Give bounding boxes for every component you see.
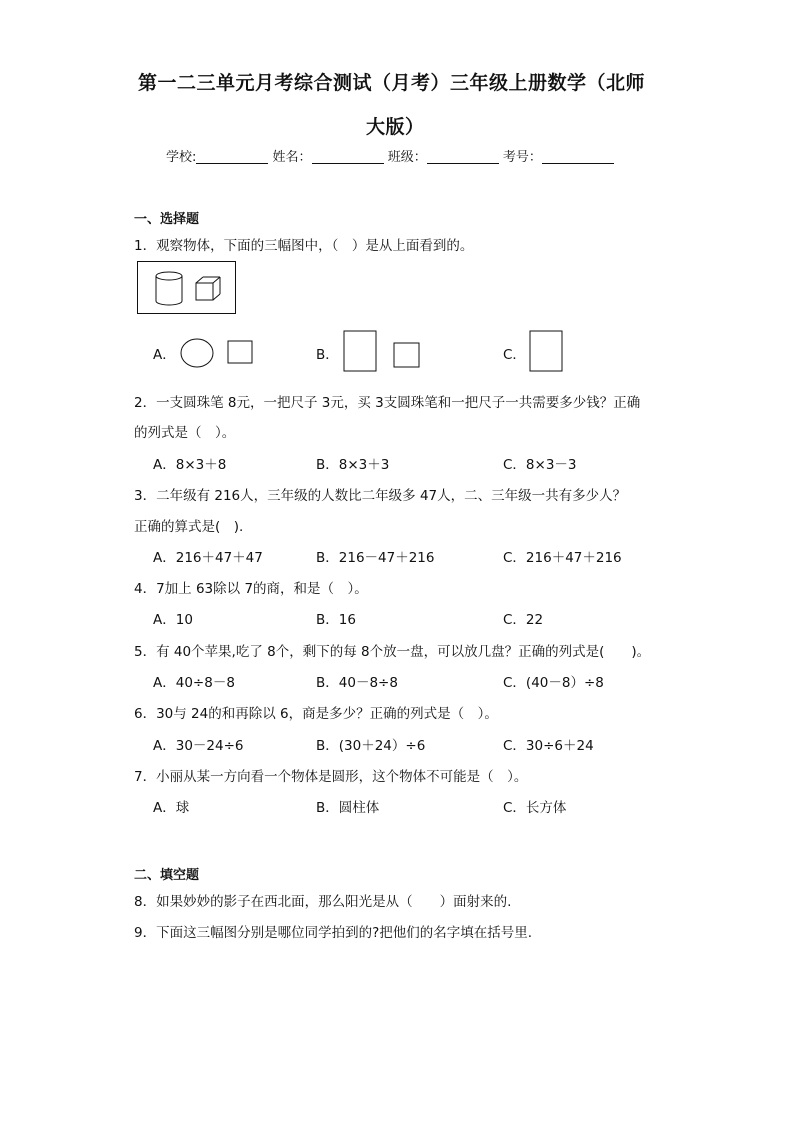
question-4-text: 4．7加上 63除以 7的商，和是（ ）。 [134,581,368,597]
name-blank [312,149,384,164]
school-label: 学校: [166,150,197,165]
question-1-text: 1．观察物体，下面的三幅图中，（ ）是从上面看到的。 [134,238,474,254]
question-3-text: 3．二年级有 216人，三年级的人数比二年级多 47人，二、三年级一共有多少人？ [134,488,627,504]
q2-option-b: B．8×3＋3 [316,457,390,473]
q7-option-a: A．球 [153,800,190,816]
cube-icon [196,277,220,300]
question-7-text: 7．小丽从某一方向看一个物体是圆形，这个物体不可能是（ ）。 [134,769,528,785]
q1-objects-figure [137,261,237,315]
class-blank [427,149,499,164]
question-2-text-cont: 的列式是（ ）。 [134,425,236,441]
number-label: 考号： [502,150,542,165]
q1-option-c: C． [503,347,526,363]
q7-option-b: B．圆柱体 [316,800,380,816]
question-6-text: 6．30与 24的和再除以 6，商是多少？正确的列式是（ ）。 [134,706,498,722]
q6-option-a: A．30－24÷6 [153,738,244,754]
q1-option-a: A． [153,347,176,363]
q3-option-b: B．216－47＋216 [316,550,435,566]
school-blank [196,149,268,164]
q2-option-a: A．8×3＋8 [153,457,227,473]
q2-option-c: C．8×3－3 [503,457,577,473]
question-2-text: 2．一支圆珠笔 8元，一把尺子 3元，买 3支圆珠笔和一把尺子一共需要多少钱？正确 [134,395,641,411]
name-label: 姓名： [272,150,312,165]
q1-option-b-figure [343,330,423,372]
tall-rectangle-icon [530,331,562,371]
page-title-line1: 第一二三单元月考综合测试（月考）三年级上册数学（北师 [138,72,646,94]
section-heading-fill: 二、填空题 [134,868,200,883]
question-8-text: 8．如果妙妙的影子在西北面，那么阳光是从（ ）面射来的. [134,894,512,910]
student-info-row [166,146,614,165]
section-heading-choice: 一、选择题 [134,212,200,227]
q4-option-a: A．10 [153,612,193,628]
number-blank [542,149,614,164]
q1-option-b: B． [316,347,339,363]
q4-option-c: C．22 [503,612,544,628]
q7-option-c: C．长方体 [503,800,567,816]
square-icon [228,341,252,363]
question-5-text: 5．有 40个苹果,吃了 8个，剩下的每 8个放一盘，可以放几盘？正确的列式是( )。 [134,644,651,660]
q5-option-a: A．40÷8－8 [153,675,235,691]
circle-icon [181,339,213,367]
q5-option-c: C．(40－8）÷8 [503,675,604,691]
square-icon [394,343,419,367]
question-9-text: 9．下面这三幅图分别是哪位同学拍到的?把他们的名字填在括号里. [134,925,533,941]
class-label: 班级： [387,150,427,165]
question-3-text-cont: 正确的算式是( ). [134,519,244,535]
page-title-line2: 大版） [366,116,425,138]
cylinder-icon [156,272,182,305]
q6-option-b: B．(30＋24）÷6 [316,738,426,754]
q6-option-c: C．30÷6＋24 [503,738,594,754]
q5-option-b: B．40－8÷8 [316,675,398,691]
q1-option-a-figure [180,339,260,369]
tall-rectangle-icon [344,331,376,371]
q1-option-c-figure [529,330,565,372]
q4-option-b: B．16 [316,612,356,628]
q3-option-c: C．216＋47＋216 [503,550,622,566]
q3-option-a: A．216＋47＋47 [153,550,263,566]
